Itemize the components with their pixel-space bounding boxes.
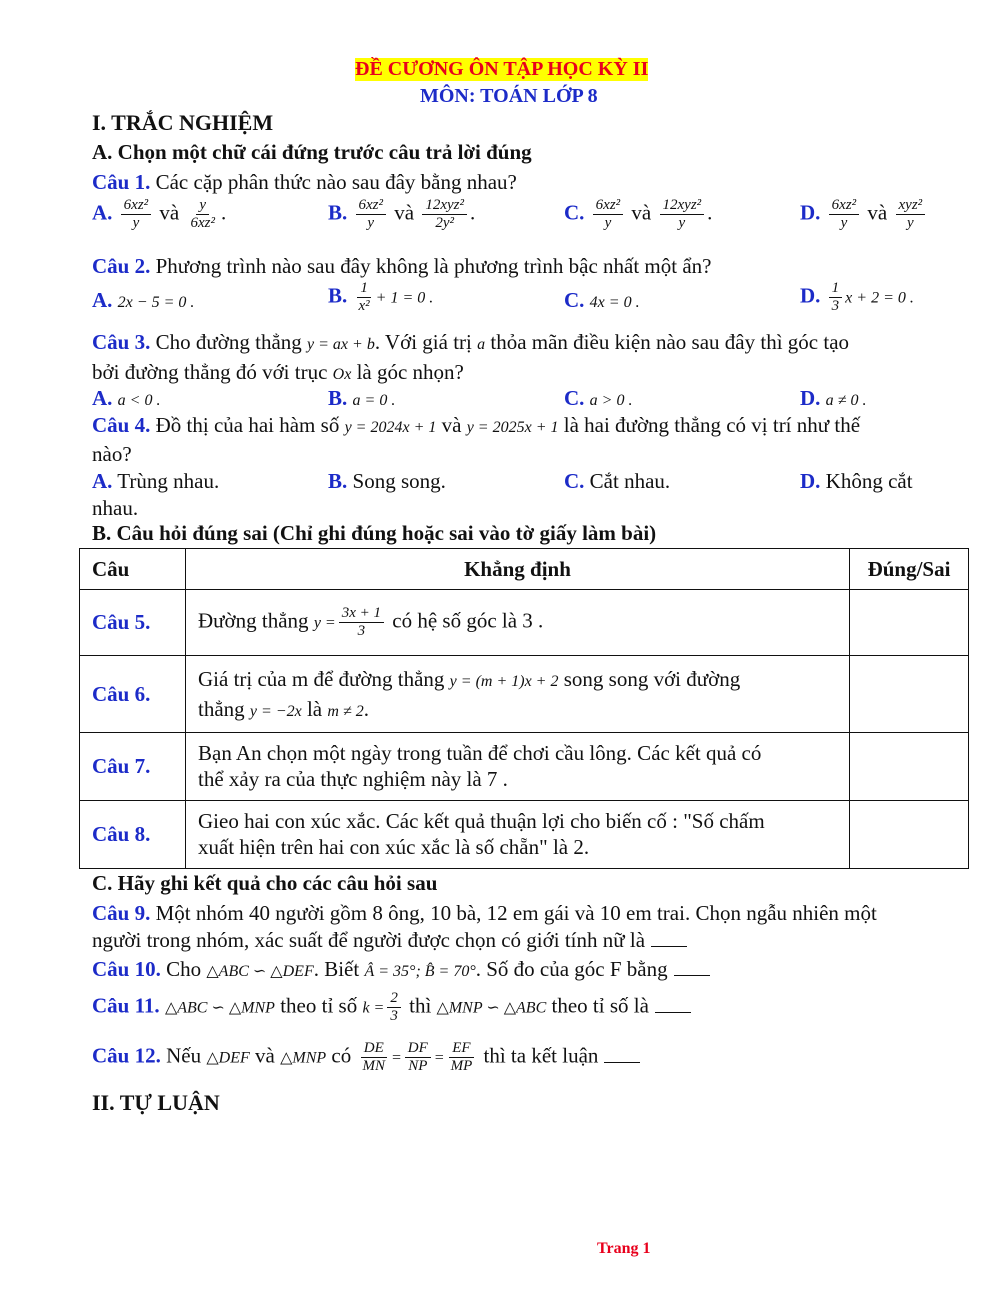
row-statement: Gieo hai con xúc xắc. Các kết quả thuận lợi cho biến cố : "Số chấm xuất hiện trên hai con xúc xắc là số chẵn" là 2. (186, 801, 850, 869)
table-row (80, 656, 969, 733)
q3-option-a: A. a < 0 . (92, 386, 161, 410)
question-label: Câu 1. (92, 170, 151, 194)
header-question: Câu (80, 549, 186, 590)
answer-cell[interactable] (850, 801, 969, 869)
document-subtitle: MÔN: TOÁN LỚP 8 (420, 85, 598, 107)
q2-option-b: B. $\frac{1}{\text{x²}}$ + 1 = 0 . (328, 280, 434, 315)
q4-option-d: D. Không cắt (800, 469, 913, 493)
row-question-label: Câu 7. (80, 733, 186, 801)
answer-blank[interactable] (651, 932, 687, 947)
q1-option-c: C. $\frac{\text{6xz²}}{y}$ và $\frac{\text{12xyz²}}{y}$ . (564, 197, 713, 232)
row-statement: Đường thẳng y = $\frac{3x + 1}{3}$ có hệ số góc là 3 . (186, 590, 850, 656)
q1-option-b: B. $\frac{\text{6xz²}}{y}$ và $\frac{\text{12xyz²}}{\text{2y²}}$ . (328, 197, 476, 232)
row-statement: Giá trị của m để đường thẳng y = (m + 1)x + 2 song song với đường thẳng y = −2x là m ≠ 2. (186, 656, 850, 733)
question-9-line-2: người trong nhóm, xác suất để người được chọn có giới tính nữ là (92, 928, 687, 953)
question-1 (92, 170, 517, 195)
section-heading-multiple-choice: I. TRẮC NGHIỆM (92, 110, 274, 135)
q2-option-c: C. 4x = 0 . (564, 288, 640, 312)
q3-option-d: D. a ≠ 0 . (800, 386, 867, 410)
header-true-false: Đúng/Sai (850, 549, 969, 590)
question-11: Câu 11. △ABC ∽ △MNP theo tỉ số k = $\frac{2}{3}$ thì △MNP ∽ △ABC theo tỉ số là (92, 990, 691, 1026)
q4-option-c: C. Cắt nhau. (564, 469, 671, 493)
q3-option-b: B. a = 0 . (328, 386, 396, 410)
question-4: Câu 4. Đồ thị của hai hàm số y = 2024x + 1 và y = 2025x + 1 là hai đường thẳng có vị trí như thế (92, 413, 861, 437)
answer-blank[interactable] (655, 998, 691, 1013)
row-statement: Bạn An chọn một ngày trong tuần để chơi cầu lông. Các kết quả có thể xảy ra của thực nghiệm này là 7 . (186, 733, 850, 801)
q4-option-d-wrap: nhau. (92, 496, 139, 520)
true-false-table (79, 548, 969, 869)
question-2: Câu 2. Phương trình nào sau đây không là phương trình bậc nhất một ẩn? (92, 254, 712, 278)
answer-cell[interactable] (850, 733, 969, 801)
answer-cell[interactable] (850, 590, 969, 656)
header-statement: Khẳng định (186, 549, 850, 590)
row-question-label: Câu 8. (80, 801, 186, 869)
row-question-label: Câu 6. (80, 656, 186, 733)
document-title: ĐỀ CƯƠNG ÔN TẬP HỌC KỲ II (355, 58, 649, 80)
table-row (80, 590, 969, 656)
page-number: Trang 1 (597, 1240, 651, 1257)
q1-option-d: D. $\frac{\text{6xz²}}{y}$ và $\frac{\text{xyz²}}{y}$ (800, 197, 928, 233)
question-3-line-2: bởi đường thẳng đó với trục Ox là góc nhọn? (92, 360, 464, 384)
table-header-row (80, 549, 969, 590)
section-heading-essay: II. TỰ LUẬN (92, 1090, 220, 1115)
question-12: Câu 12. Nếu △DEF và △MNP có $\frac{DE}{MN}$ = $\frac{DF}{NP}$ = $\frac{EF}{MP}$ thì ta kết luận (92, 1040, 640, 1076)
question-text: Các cặp phân thức nào sau đây bằng nhau? (155, 170, 517, 194)
part-a-heading: A. Chọn một chữ cái đứng trước câu trả lời đúng (92, 140, 532, 164)
part-b-heading: B. Câu hỏi đúng sai (Chỉ ghi đúng hoặc sai vào tờ giấy làm bài) (92, 521, 657, 545)
part-c-heading: C. Hãy ghi kết quả cho các câu hỏi sau (92, 871, 438, 895)
answer-cell[interactable] (850, 656, 969, 733)
question-3: Câu 3. Cho đường thẳng y = ax + b. Với giá trị a thỏa mãn điều kiện nào sau đây thì góc tạo (92, 330, 850, 354)
table-row (80, 801, 969, 869)
row-question-label: Câu 5. (80, 590, 186, 656)
question-4-line-2: nào? (92, 442, 132, 466)
question-10: Câu 10. Cho △ABC ∽ △DEF. Biết Â = 35°; B̂ = 70°. Số đo của góc F bằng (92, 957, 710, 982)
q2-option-d: D. $\frac{1}{3}$ x + 2 = 0 . (800, 280, 914, 315)
q3-option-c: C. a > 0 . (564, 386, 633, 410)
answer-blank[interactable] (674, 961, 710, 976)
table-row (80, 733, 969, 801)
question-9: Câu 9. Một nhóm 40 người gồm 8 ông, 10 bà, 12 em gái và 10 em trai. Chọn ngẫu nhiên một (92, 901, 877, 925)
q1-option-a: A. $\frac{\text{6xz²}}{y}$ và $\frac{y}{\text{6xz²}}$ . (92, 197, 227, 232)
q4-option-a: A. Trùng nhau. (92, 469, 220, 493)
answer-blank[interactable] (604, 1048, 640, 1063)
q4-option-b: B. Song song. (328, 469, 446, 493)
q2-option-a: A. 2x − 5 = 0 . (92, 288, 195, 312)
